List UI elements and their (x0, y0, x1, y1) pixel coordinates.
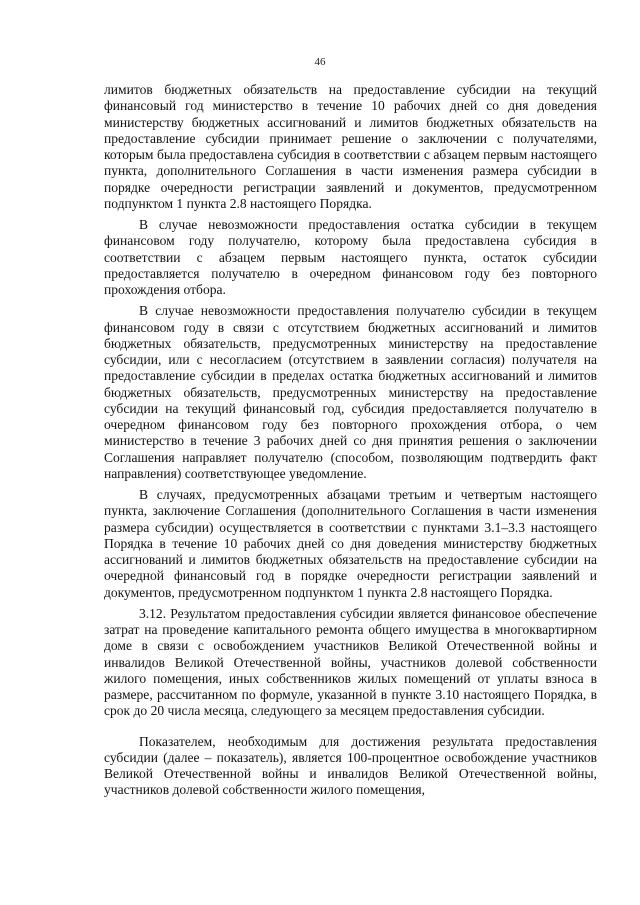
paragraph-continuation: лимитов бюджетных обязательств на предоставление субсидии на текущий финансовый год министерство в течение 10 рабочих дней со дня доведения министерству бюджетных ассигнований и лимитов бюджетных обязательств на предоставление субсидии принимает решение о заключении с получателями, которым была предоставлена субсидия в соответствии с абзацем первым настоящего пункта, дополнительного Соглашения в части изменения размера субсидии в порядке очередности регистрации заявлений и документов, предусмотренном подпунктом 1 пункта 2.8 настоящего Порядка. (104, 82, 597, 211)
paragraph-remaining-subsidy: В случае невозможности предоставления остатка субсидии в текущем финансовом году получателю, которому была предоставлена субсидия в соответствии с абзацем первым настоящего пункта, остаток субсидии предоставляется получателю в очередном финансовом году без повторного прохождения отбора. (104, 217, 597, 297)
paragraph-section-3-12: 3.12. Результатом предоставления субсидии является финансовое обеспечение затрат на проведение капитального ремонта общего имущества в многоквартирном доме в связи с освобождением участников Великой Отечественной войны и инвалидов Великой Отечественной войны, участников долевой собственности жилого помещения, иных собственников жилых помещений от уплаты взноса в размере, рассчитанном по формуле, указанной в пункте 3.10 настоящего Порядка, в срок до 20 числа месяца, следующего за месяцем предоставления субсидии. (104, 605, 597, 719)
paragraph-impossibility-of-subsidy: В случае невозможности предоставления получателю субсидии в текущем финансовом году в связи с отсутствием бюджетных ассигнований и лимитов бюджетных обязательств, предусмотренных министерству на предоставление субсидии, или с несогласием (отсутствием в заявлении согласия) получателя на предоставление субсидии в пределах остатка бюджетных ассигнований и лимитов бюджетных обязательств, предусмотренных министерству на предоставление субсидии на текущий финансовый год, субсидия предоставляется получателю в очередном финансовом году без повторного прохождения отбора, о чем министерство в течение 3 рабочих дней со дня принятия решения о заключении Соглашения направляет получателю (способом, позволяющим подтвердить факт направления) соответствующее уведомление. (104, 303, 597, 481)
paragraph-agreement-conclusion: В случаях, предусмотренных абзацами третьим и четвертым настоящего пункта, заключение Соглашения (дополнительного Соглашения в части изменения размера субсидии) осуществляется в соответствии с пунктами 3.1–3.3 настоящего Порядка в течение 10 рабочих дней со дня доведения министерству бюджетных ассигнований и лимитов бюджетных обязательств на предоставление субсидии на очередной финансовый год в порядке очередности регистрации заявлений и документов, предусмотренном подпунктом 1 пункта 2.8 настоящего Порядка. (104, 487, 597, 600)
paragraph-indicator: Показателем, необходимым для достижения результата предоставления субсидии (далее – показатель), является 100-процентное освобождение участников Великой Отечественной войны и инвалидов Великой Отечественной войны, участников долевой собственности жилого помещения, (104, 733, 597, 798)
page-number: 46 (314, 56, 326, 68)
body-text (104, 82, 597, 799)
